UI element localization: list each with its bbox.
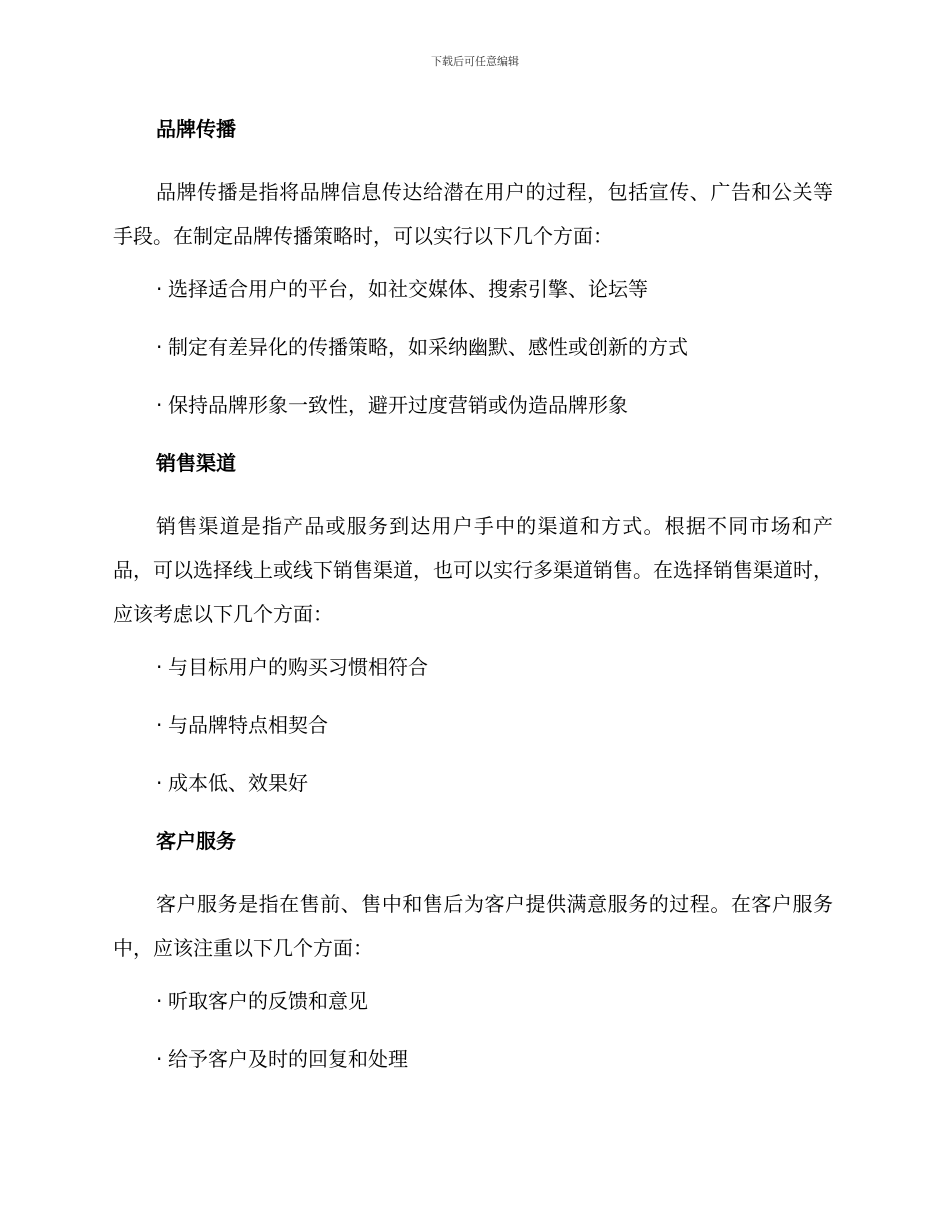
page-header: 下载后可任意编辑 <box>431 55 519 68</box>
section-paragraph: 品牌传播是指将品牌信息传达给潜在用户的过程，包括宣传、广告和公关等手段。在制定品牌传播策略时，可以实行以下几个方面： <box>113 180 833 248</box>
bullet-text: 制定有差异化的传播策略，如采纳幽默、感性或创新的方式 <box>168 335 688 359</box>
section-paragraph: 客户服务是指在售前、售中和售后为客户提供满意服务的过程。在客户服务中，应该注重以下几个方面： <box>113 892 833 960</box>
bullet-mark: · <box>156 277 163 301</box>
bullet-text: 保持品牌形象一致性，避开过度营销或伪造品牌形象 <box>168 393 628 417</box>
section-paragraph: 销售渠道是指产品或服务到达用户手中的渠道和方式。根据不同市场和产品，可以选择线上或线下销售渠道，也可以实行多渠道销售。在选择销售渠道时，应该考虑以下几个方面： <box>113 514 833 626</box>
bullet-item <box>113 1042 833 1076</box>
bullet-item <box>113 330 833 364</box>
bullet-mark: · <box>156 989 163 1013</box>
bullet-mark: · <box>156 393 163 417</box>
bullet-mark: · <box>156 1047 163 1071</box>
bullet-mark: · <box>156 713 163 737</box>
document-body <box>113 112 833 1100</box>
section-heading: 销售渠道 <box>156 451 236 475</box>
bullet-text: 与目标用户的购买习惯相符合 <box>168 655 428 679</box>
section-sales-channels <box>113 446 833 800</box>
bullet-item <box>113 708 833 742</box>
bullet-text: 选择适合用户的平台，如社交媒体、搜索引擎、论坛等 <box>168 277 648 301</box>
bullet-mark: · <box>156 335 163 359</box>
bullet-text: 听取客户的反馈和意见 <box>168 989 368 1013</box>
section-heading: 品牌传播 <box>156 117 236 141</box>
section-customer-service <box>113 824 833 1076</box>
bullet-item <box>113 650 833 684</box>
bullet-text: 与品牌特点相契合 <box>168 713 328 737</box>
bullet-item <box>113 766 833 800</box>
section-heading: 客户服务 <box>156 829 236 853</box>
bullet-item <box>113 984 833 1018</box>
section-brand-communication <box>113 112 833 422</box>
bullet-text: 成本低、效果好 <box>168 771 308 795</box>
bullet-mark: · <box>156 771 163 795</box>
bullet-text: 给予客户及时的回复和处理 <box>168 1047 408 1071</box>
bullet-mark: · <box>156 655 163 679</box>
bullet-item <box>113 388 833 422</box>
bullet-item <box>113 272 833 306</box>
